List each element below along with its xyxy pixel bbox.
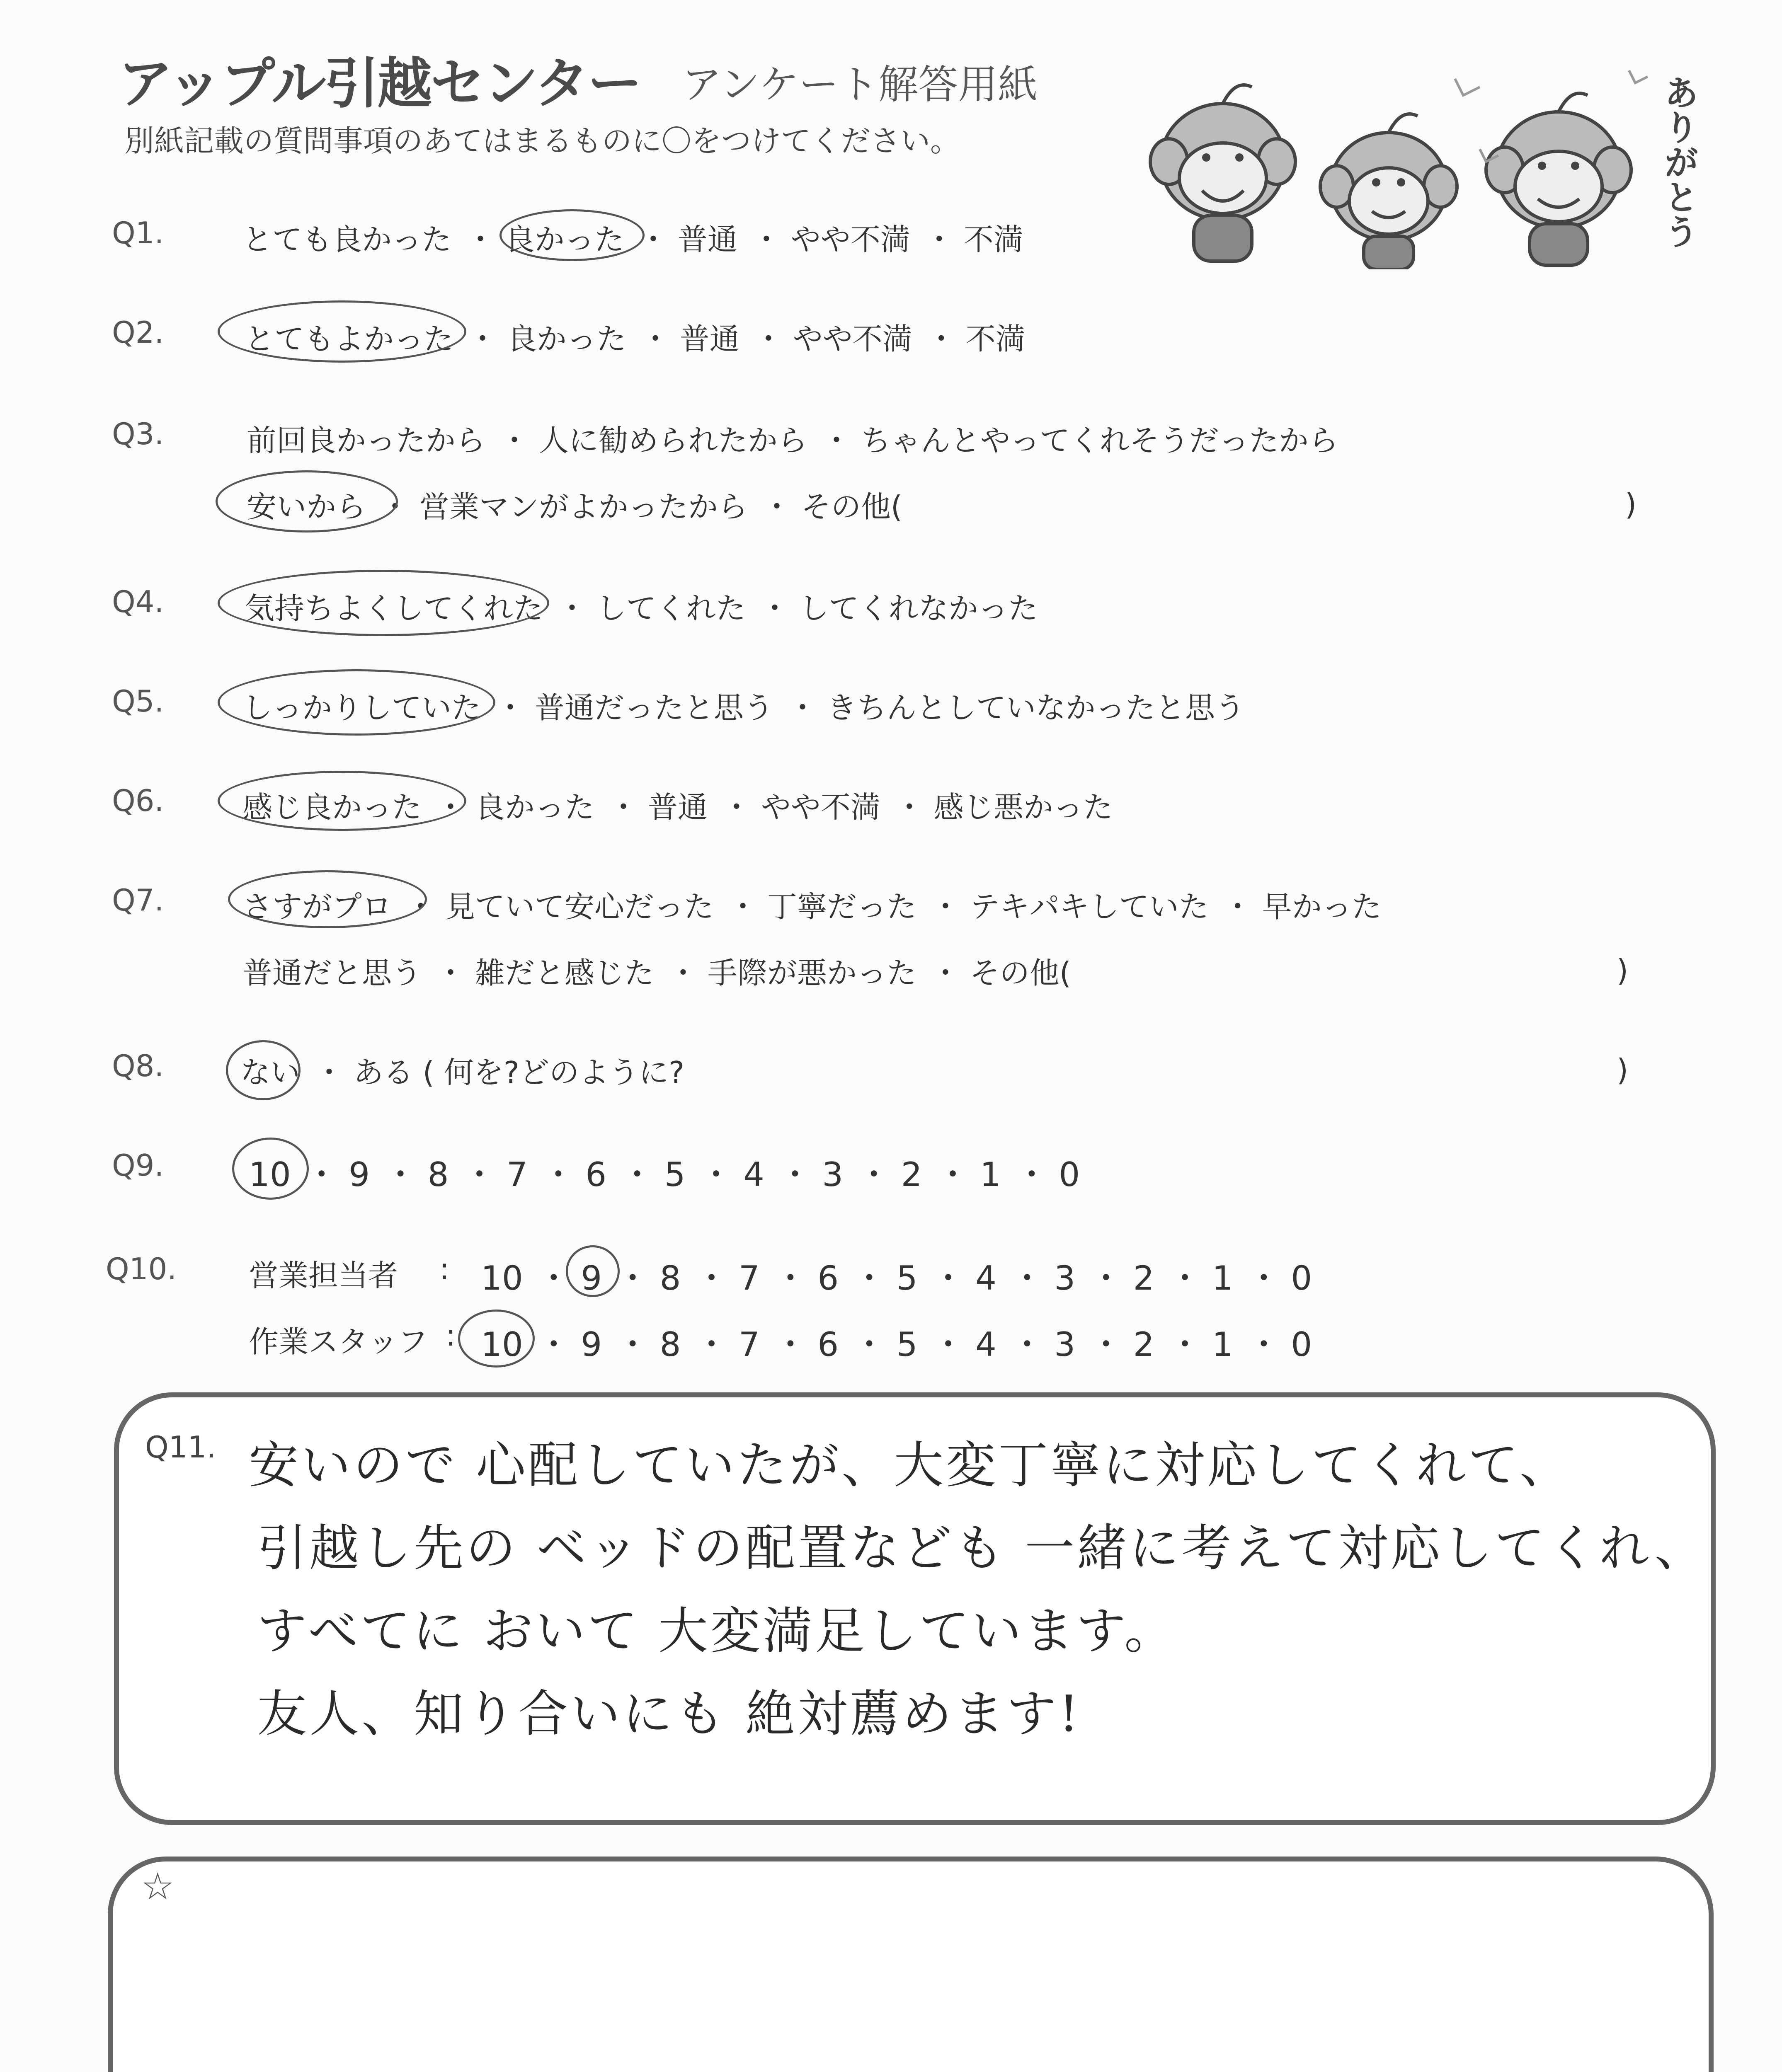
q7-option-1[interactable]: さすがプロ [242,889,392,924]
q1-option-4[interactable]: やや不満 [790,222,910,257]
q4-option-2[interactable]: してくれた [596,591,746,626]
q6-option-1[interactable]: 感じ良かった [242,790,422,825]
q10-number: Q10. [106,1251,177,1286]
q10-staff-colon: : [446,1318,456,1353]
q9-score-10[interactable]: 10 [249,1155,291,1194]
q1-option-2[interactable]: 良かった [504,222,624,257]
q1-option-3[interactable]: 普通 [677,222,737,257]
q7-option-8[interactable]: 手際が悪かった [707,956,916,990]
q2-number: Q2. [112,315,164,350]
q3-close-paren: ) [1625,487,1637,522]
q3-number: Q3. [112,416,164,451]
q9-score-3[interactable]: 3 [822,1155,844,1194]
q10-sales-score-10[interactable]: 10 [481,1259,523,1297]
q3-option-2[interactable]: 人に勧められたから [538,423,807,458]
q4-options: 気持ちよくしてくれた ・ してくれた ・ してくれなかった [245,591,1038,626]
q4-option-3[interactable]: してくれなかった [799,591,1038,626]
q9-scale: 10 ・ 9 ・ 8 ・ 7 ・ 6 ・ 5 ・ 4 ・ 3 ・ 2 ・ 1 ・ 0 [249,1155,1080,1194]
q5-options: しっかりしていた ・ 普通だったと思う ・ きちんとしていなかったと思う [242,690,1245,725]
q11-label: Q11. [145,1430,216,1464]
q7-option-7[interactable]: 雑だと感じた [475,956,654,990]
q10-sales-scale: 10 ・ 9 ・ 8 ・ 7 ・ 6 ・ 5 ・ 4 ・ 3 ・ 2 ・ 1 ・ 0 [481,1259,1312,1297]
q2-option-1[interactable]: とてもよかった [245,322,454,356]
q5-option-1[interactable]: しっかりしていた [242,690,482,725]
q10-sales-score-7[interactable]: 7 [738,1259,760,1297]
q1-number: Q1. [112,215,164,250]
q7-options-line2: 普通だと思う ・ 雑だと感じた ・ 手際が悪かった ・ その他( [242,956,1071,990]
q10-staff-score-1[interactable]: 1 [1212,1325,1233,1364]
q10-sales-score-0[interactable]: 0 [1291,1259,1312,1297]
q10-staff-score-8[interactable]: 8 [659,1325,681,1364]
q10-staff-score-3[interactable]: 3 [1054,1325,1076,1364]
q7-option-3[interactable]: 丁寧だった [767,889,916,924]
q8-option-2[interactable]: ある ( 何を?どのように? [353,1055,685,1090]
q7-option-5[interactable]: 早かった [1262,889,1382,924]
q5-option-2[interactable]: 普通だったと思う [534,690,773,725]
q10-sales-score-5[interactable]: 5 [896,1259,918,1297]
q7-option-6[interactable]: 普通だと思う [242,956,422,990]
q6-selection-circle [218,771,466,831]
q5-number: Q5. [112,684,164,719]
star-icon: ☆ [141,1865,175,1908]
q10-staff-selection-circle [458,1310,535,1368]
q3-selection-circle [216,470,398,533]
q6-option-3[interactable]: 普通 [647,790,708,825]
q10-sales-score-1[interactable]: 1 [1212,1259,1233,1297]
q7-options-line1: さすがプロ ・ 見ていて安心だった ・ 丁寧だった ・ テキパキしていた ・ 早かった [242,889,1382,924]
q10-sales-score-3[interactable]: 3 [1054,1259,1076,1297]
q3-option-6[interactable]: その他( [801,489,902,524]
q6-options: 感じ良かった ・ 良かった ・ 普通 ・ やや不満 ・ 感じ悪かった [242,790,1113,825]
q1-selection-circle [499,209,645,261]
q3-option-4[interactable]: 安いから [247,489,366,524]
q10-sales-colon: : [439,1251,450,1286]
q7-number: Q7. [112,883,164,917]
q5-selection-circle [218,669,495,736]
q3-options-line1: 前回良かったから ・ 人に勧められたから ・ ちゃんとやってくれそうだったから [247,423,1338,458]
q10-sales-score-4[interactable]: 4 [975,1259,996,1297]
q10-sales-selection-circle [566,1245,620,1297]
q9-number: Q9. [112,1148,164,1183]
q11-comment-line-4: 友人、知り合いにも 絶対薦めます! [257,1685,1081,1743]
q8-option-1[interactable]: ない [240,1055,301,1090]
q2-selection-circle [218,300,466,363]
q9-selection-circle [232,1138,309,1200]
q10-staff-score-10[interactable]: 10 [481,1325,523,1364]
remarks-box[interactable] [108,1857,1714,2072]
q6-number: Q6. [112,783,164,818]
q6-option-5[interactable]: 感じ悪かった [933,790,1113,825]
q5-option-3[interactable]: きちんとしていなかったと思う [827,690,1245,725]
q8-options: ない ・ ある ( 何を?どのように? [240,1055,685,1090]
q9-score-7[interactable]: 7 [506,1155,528,1194]
q7-option-9[interactable]: その他( [970,956,1071,990]
q8-number: Q8. [112,1048,164,1083]
q9-score-8[interactable]: 8 [427,1155,449,1194]
q4-number: Q4. [112,584,164,619]
q6-option-2[interactable]: 良かった [475,790,594,825]
q3-options-line2: 安いから ・ 営業マンがよかったから ・ その他( [247,489,902,524]
q9-score-9[interactable]: 9 [349,1155,370,1194]
q2-option-5[interactable]: 不満 [965,322,1026,356]
q7-option-2[interactable]: 見ていて安心だった [445,889,714,924]
q9-score-4[interactable]: 4 [743,1155,764,1194]
q1-options: とても良かった ・ 良かった ・ 普通 ・ やや不満 ・ 不満 [242,222,1023,257]
q10-staff-score-9[interactable]: 9 [581,1325,602,1364]
q11-comment-line-2: 引越し先の ベッドの配置なども 一緒に考えて対応してくれ、 [257,1520,1707,1577]
q10-staff-score-7[interactable]: 7 [738,1325,760,1364]
q2-option-3[interactable]: 普通 [679,322,739,356]
instruction-text: 別紙記載の質問事項のあてはまるものに〇をつけてください。 [124,123,960,158]
q9-score-5[interactable]: 5 [664,1155,686,1194]
q9-score-1[interactable]: 1 [979,1155,1001,1194]
q10-staff-score-5[interactable]: 5 [896,1325,918,1364]
q4-option-1[interactable]: 気持ちよくしてくれた [245,591,543,626]
q3-option-5[interactable]: 営業マンがよかったから [419,489,748,524]
q7-close-paren: ) [1617,953,1629,988]
q10-staff-score-4[interactable]: 4 [975,1325,996,1364]
q11-comment-line-1: 安いので 心配していたが、大変丁寧に対応してくれて、 [249,1437,1572,1494]
q9-score-0[interactable]: 0 [1059,1155,1080,1194]
company-title: アップル引越センター [118,52,641,116]
q10-sales-score-2[interactable]: 2 [1133,1259,1154,1297]
q10-sales-score-8[interactable]: 8 [659,1259,681,1297]
q10-staff-score-2[interactable]: 2 [1133,1325,1154,1364]
q10-staff-score-0[interactable]: 0 [1291,1325,1312,1364]
q10-sales-score-6[interactable]: 6 [817,1259,839,1297]
q8-selection-circle [226,1040,301,1100]
q11-comment-line-3: すべてに おいて 大変満足しています。 [257,1602,1177,1660]
q2-options: とてもよかった ・ 良かった ・ 普通 ・ やや不満 ・ 不満 [245,322,1026,356]
q10-sales-score-9[interactable]: 9 [581,1259,602,1297]
q3-option-3[interactable]: ちゃんとやってくれそうだったから [861,423,1338,458]
q3-option-1[interactable]: 前回良かったから [247,423,486,458]
q9-score-6[interactable]: 6 [585,1155,607,1194]
thanks-text: ありがとう [1658,75,1699,249]
q9-score-2[interactable]: 2 [901,1155,922,1194]
q7-option-4[interactable]: テキパキしていた [970,889,1209,924]
q1-option-5[interactable]: 不満 [963,222,1023,257]
form-subtitle: アンケート解答用紙 [682,61,1038,108]
q2-option-4[interactable]: やや不満 [793,322,912,356]
q6-option-4[interactable]: やや不満 [761,790,880,825]
q10-staff-label: 作業スタッフ [249,1324,428,1359]
q4-selection-circle [218,570,549,636]
monkey-mascots-illustration [1140,54,1704,269]
q2-option-2[interactable]: 良かった [507,322,626,356]
q7-selection-circle [228,870,427,928]
q10-staff-scale: 10 ・ 9 ・ 8 ・ 7 ・ 6 ・ 5 ・ 4 ・ 3 ・ 2 ・ 1 ・ 0 [481,1325,1312,1364]
q8-close-paren: ) [1617,1053,1629,1087]
q1-option-1[interactable]: とても良かった [242,222,452,257]
q10-staff-score-6[interactable]: 6 [817,1325,839,1364]
q10-sales-label: 営業担当者 [249,1258,398,1293]
